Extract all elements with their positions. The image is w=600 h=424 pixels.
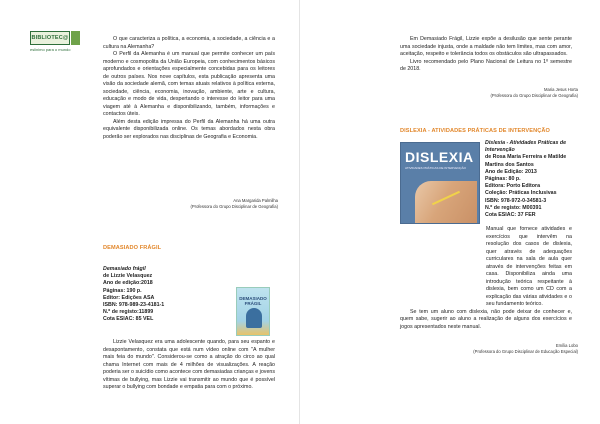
book-registo: N.º de registo:11899 <box>103 309 154 316</box>
dislexia-paragraph-2: Se tem um aluno com dislexia, não pode deixar de conhecer e, quem sabe, sugerir ao aluno a realização de alguns dos exercícios e jogos apresentados neste manual. <box>400 308 572 330</box>
right-signature <box>450 87 578 99</box>
book-registo: N.º de registo: M00391 <box>485 204 542 211</box>
book-info-demasiado <box>103 266 233 324</box>
signature-role: (Professora do Grupo Disciplinar de Educação Especial) <box>473 349 578 354</box>
right-intro-text <box>400 36 572 74</box>
signature-name: Emília Lobo <box>555 343 578 348</box>
book-pages: Páginas: 80 p. <box>485 176 521 183</box>
cover-title: DEMASIADO FRÁGIL <box>239 296 267 306</box>
book-year: Ano de Edição: 2013 <box>485 168 537 175</box>
book-title: Demasiado frágil <box>103 266 146 272</box>
book-pages: Páginas: 190 p. <box>103 287 142 294</box>
intro-paragraph-2: O Perfil da Alemanha é um manual que permite conhecer um país moderno e cosmopolita da União Europeia, com conhecimentos básicos aprofundados e orientações especialmente concebidas para os leitores de outros países. Nos nove capítulos, esta publicação apresenta uma visão da sociedade alemã, com temas atuais relativos à política externa, sociedade, ciência, economia, inovação, ambiente, arte e cultura, educação e modo de vida, despertando o interesse do leitor para uma viagem até à Alemanha e disponibilizando, também, informações e contactos úteis. <box>103 51 275 117</box>
section-title-demasiado: DEMASIADO FRÁGIL <box>103 245 162 251</box>
signature-role: (Professora do Grupo Disciplinar de Geografia) <box>190 204 278 209</box>
book-year: Ano de edição:2018 <box>103 280 153 287</box>
book-cover-dislexia <box>400 142 480 224</box>
intro-signature <box>150 198 278 210</box>
section-title-dislexia: DISLEXIA - ATIVIDADES PRÁTICAS DE INTERVENÇÃO <box>400 128 550 134</box>
right-paragraph-2: Livro recomendado pelo Plano Nacional de Leitura no 1º semestre de 2018. <box>400 58 572 72</box>
right-paragraph-1: Em Demasiado Frágil, Lizzie expõe a desilusão que sente perante uma sociedade injusta, onde a maldade não tem limites, mas com amor, aceitação, respeito e tolerância todos os obstáculos são ultrapassados. <box>400 36 572 57</box>
signature-name: Maria Jesus Horta <box>544 87 578 92</box>
logo-slogan: eslinimo para o mundo <box>30 47 71 52</box>
logo-title: BIBLIOTEC@ <box>30 31 70 45</box>
book-info-dislexia <box>485 140 577 219</box>
cover-subtitle: ATIVIDADES PRÁTICAS DE INTERVENÇÃO <box>405 166 466 170</box>
signature-role: (Professora do Grupo Disciplinar de Geografia) <box>490 93 578 98</box>
book-author: de Lizzie Velasquez <box>103 273 153 280</box>
demasiado-paragraph: Lizzie Velasquez era uma adolescente quando, para seu espanto e desapontamento, constata que está num vídeo online com "A mulher mais feia do mundo". Considerou-se como a atração do circo ao qual chama Internet com mais de 4 milhões de visualizações. A reação poderia ser o suicídio como acontece com demasiadas crianças e jovens vítimas de bullying, mas Lizzie vai transmitir ao mundo que é possível superar o bullying com bondade e empatia para com o próximo. <box>103 339 275 390</box>
dislexia-paragraph-1: Manual que fornece atividades e exercícios que intervêm na resolução dos casos de dislexia, quer através de adequações curriculares na sala de aula quer através de intervenções feitas em casa. Disponibiliza ainda uma introdução teórica respeitante à dislexia, bem como um CD com a explicação das várias atividades e o seu fundamento teórico. <box>486 226 572 307</box>
intro-paragraph-3: Além desta edição impressa do Perfil da Alemanha há uma outra equivalente disponibilizada online. Os temas abordados nesta obra poderão ser explorados nas disciplinas de Geografia e Economia. <box>103 118 275 140</box>
intro-text <box>103 36 275 141</box>
cover-figure-icon <box>246 308 262 328</box>
intro-paragraph-1: O que caracteriza a política, a economia, a sociedade, a ciência e a cultura na Alemanha? <box>103 36 275 50</box>
book-author: de Rosa Maria Ferreira e Matilde Martins dos Santos <box>485 154 567 168</box>
book-isbn: ISBN: 978-989-23-4181-1 <box>103 302 165 309</box>
book-cover-demasiado <box>236 287 270 336</box>
book-title: Dislexia - Atividades Práticas de Intervenção <box>485 140 567 154</box>
book-publisher: Editor: Edições ASA <box>103 294 155 301</box>
cover-photo-icon <box>415 181 477 224</box>
library-logo <box>30 31 92 65</box>
book-cota: Cota ESIAC: 37 FER <box>485 212 536 219</box>
demasiado-text <box>103 339 275 392</box>
dislexia-signature <box>450 343 578 355</box>
book-cota: Cota ESIAC: 85 VEL <box>103 316 154 323</box>
book-isbn: ISBN: 978-972-0-34581-3 <box>485 197 547 204</box>
signature-name: Ana Margarida Palmilha <box>233 198 278 203</box>
book-publisher: Editora: Porto Editora <box>485 183 541 190</box>
logo-graphic-icon <box>71 31 80 45</box>
book-collection: Coleção: Práticas Inclusivas <box>485 190 557 197</box>
dislexia-text <box>400 226 572 331</box>
cover-title: DISLEXIA <box>405 149 474 165</box>
